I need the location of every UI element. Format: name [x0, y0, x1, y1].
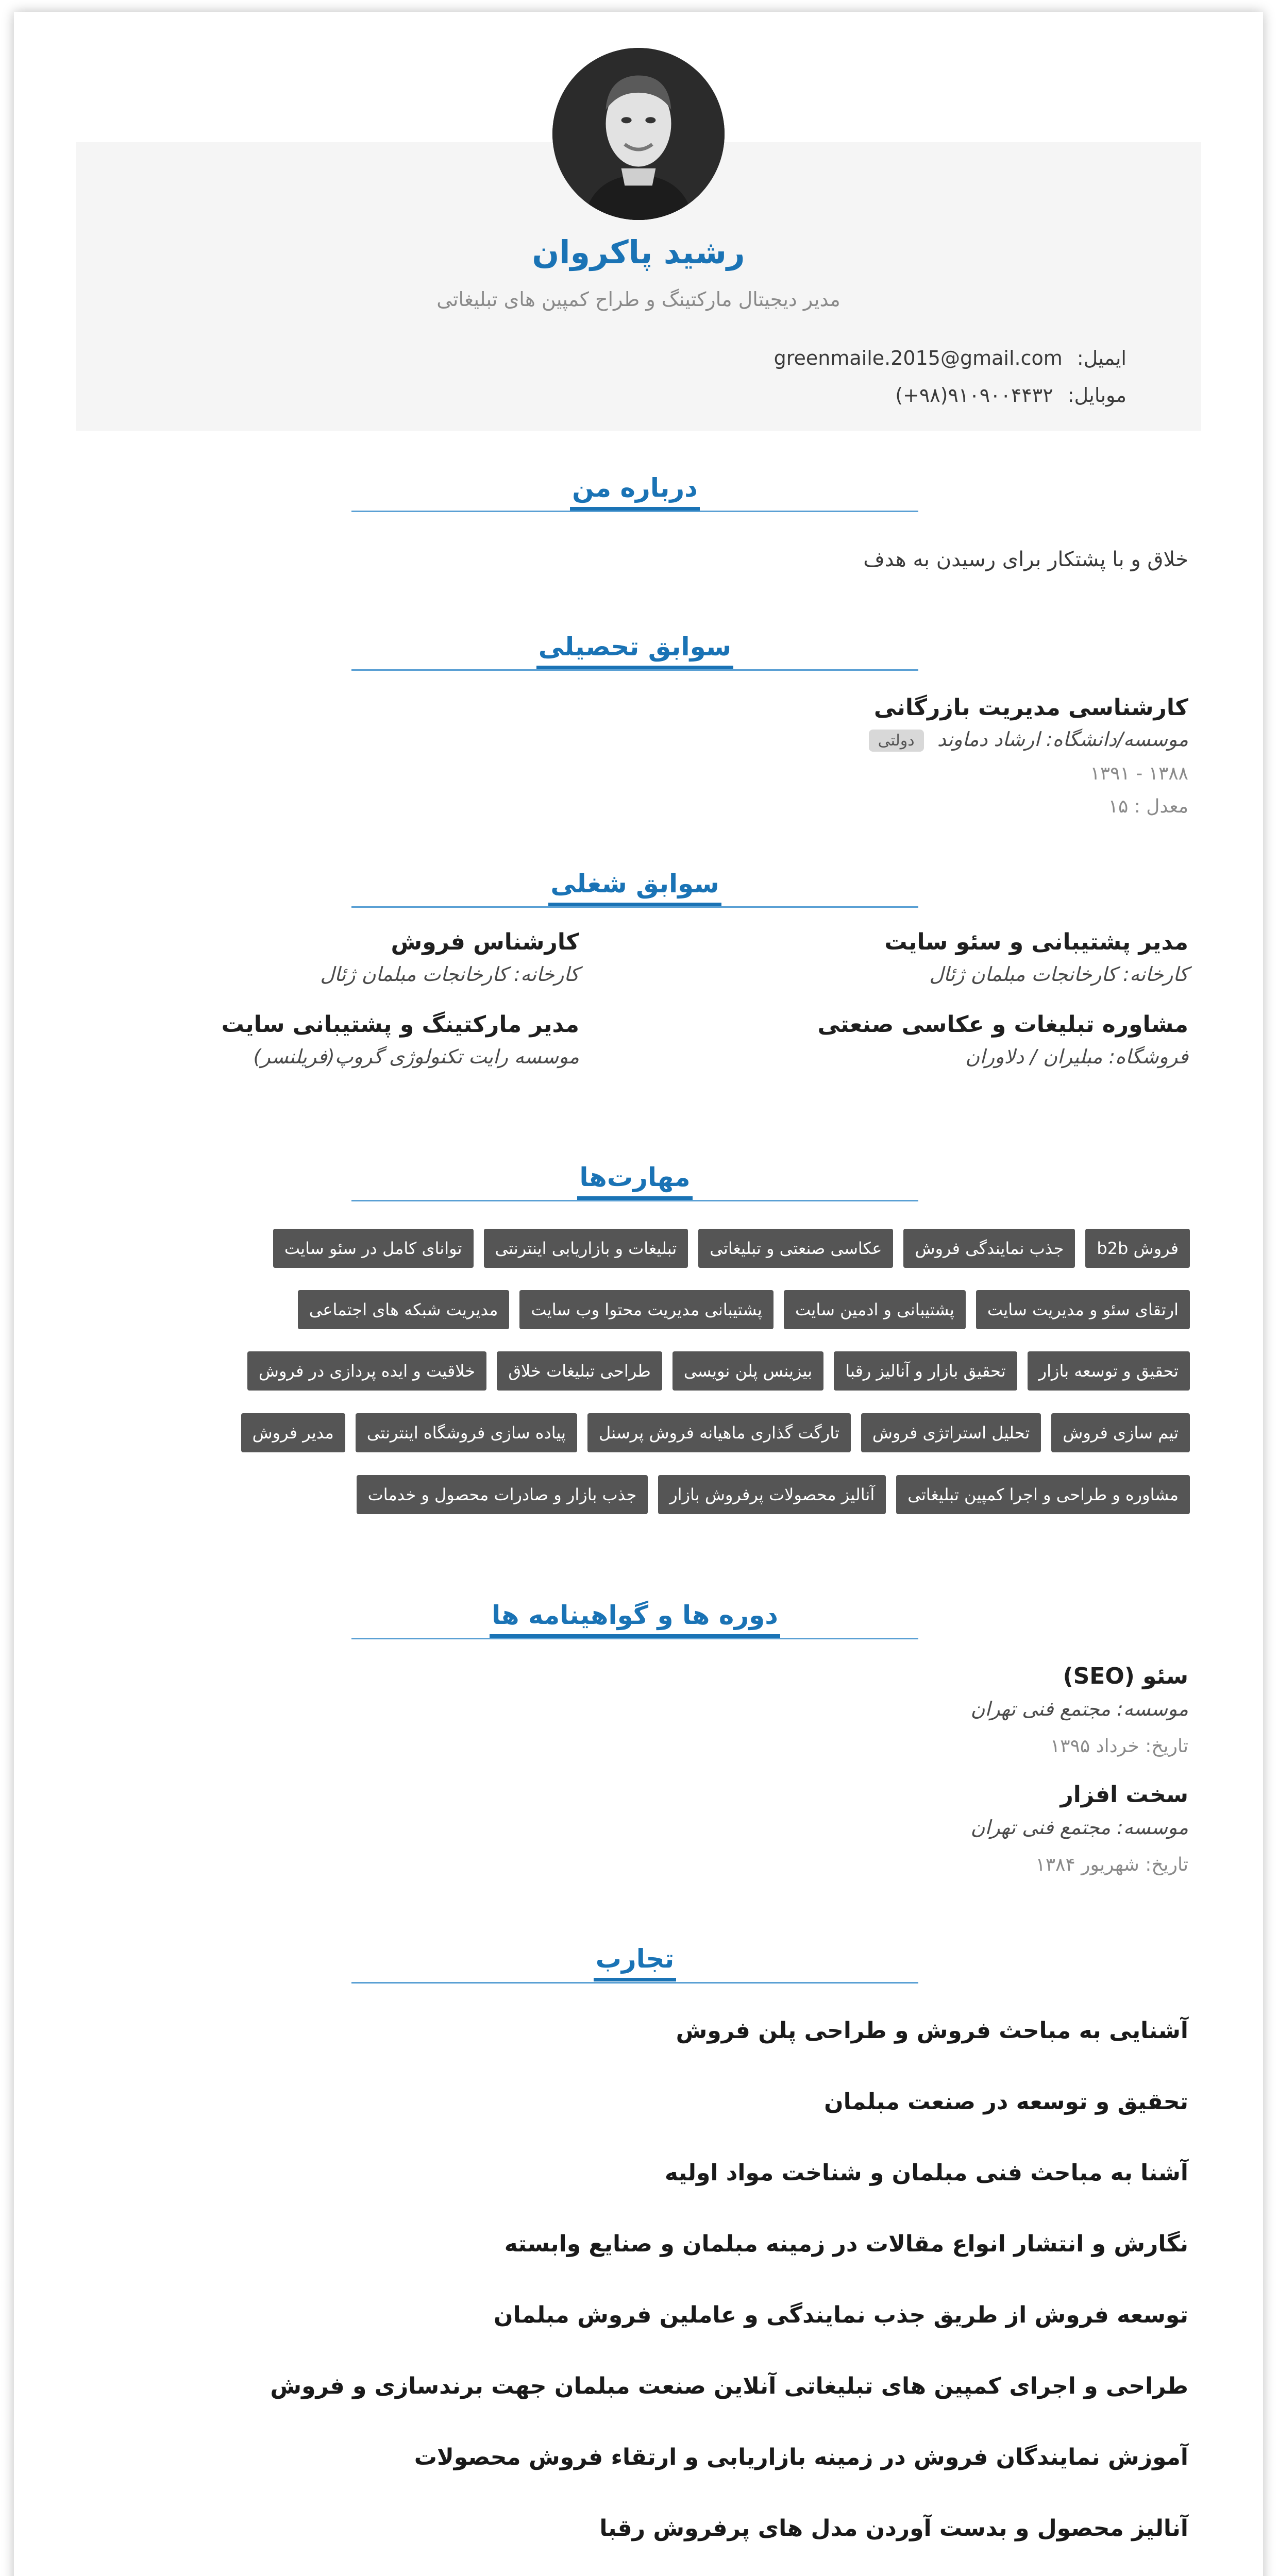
- skill-tag: پیاده سازی فروشگاه اینترنتی: [356, 1413, 577, 1452]
- skills-row: [357, 1475, 1190, 1514]
- skill-tag: پشتیبانی و ادمین سایت: [784, 1290, 966, 1329]
- skills-row: [241, 1413, 1190, 1452]
- skill-tag: طراحی تبلیغات خلاق: [497, 1351, 662, 1391]
- skill-tag: تیم سازی فروش: [1051, 1413, 1190, 1452]
- skill-tag: ارتقای سئو و مدیریت سایت: [976, 1290, 1190, 1329]
- course-name: سئو (SEO): [1063, 1663, 1188, 1689]
- skills-row: [247, 1351, 1190, 1391]
- section-divider: [351, 1982, 918, 1984]
- course-name: سخت افزار: [1060, 1782, 1188, 1808]
- job-role: مشاوره تبلیغات و عکاسی صنعتی: [817, 1011, 1188, 1038]
- job-subtitle: مدیر دیجیتال مارکتینگ و طراح کمپین های تبلیغاتی: [436, 288, 840, 311]
- section-title-courses: [351, 1600, 918, 1638]
- experience-item: نگارش و انتشار انواع مقالات در زمینه مبلمان و صنایع وابسته: [504, 2231, 1188, 2257]
- experience-item: تحقیق و توسعه در صنعت مبلمان: [824, 2089, 1188, 2115]
- job-role: مدیر مارکتینگ و پشتیبانی سایت: [221, 1011, 579, 1038]
- resume-page: [14, 12, 1263, 2576]
- skill-tag: پشتیبانی مدیریت محتوا وب سایت: [519, 1290, 773, 1329]
- experience-item: طراحی و اجرای کمپین های تبلیغاتی آنلاین صنعت مبلمان جهت برندسازی و فروش: [270, 2373, 1188, 2399]
- skill-tag: مشاوره و طراحی و اجرا کمپین تبلیغاتی: [896, 1475, 1190, 1514]
- course-date: تاریخ: خرداد ۱۳۹۵: [1050, 1736, 1188, 1757]
- section-title-text: سوابق تحصیلی: [536, 632, 733, 669]
- education-gpa: معدل : ۱۵: [1108, 796, 1188, 817]
- section-title-education: [351, 632, 918, 669]
- education-institute: [869, 728, 1188, 752]
- skill-tag: مدیر فروش: [241, 1413, 345, 1452]
- institute-type-badge: دولتی: [869, 730, 924, 752]
- course-institute: موسسه: مجتمع فنی تهران: [970, 1698, 1188, 1720]
- section-title-text: مهارت‌ها: [577, 1162, 692, 1200]
- section-title-experiences: [351, 1944, 918, 1981]
- skill-tag: تحلیل استراتژی فروش: [861, 1413, 1041, 1452]
- experience-item: آنالیز محصول و بدست آوردن مدل های پرفروش رقبا: [599, 2515, 1188, 2541]
- education-years: ۱۳۸۸ - ۱۳۹۱: [1090, 763, 1188, 784]
- skill-tag: تحقیق و توسعه بازار: [1028, 1351, 1190, 1391]
- skills-row: [298, 1290, 1190, 1329]
- section-divider: [351, 1638, 918, 1639]
- email-value[interactable]: greenmaile.2015@gmail.com: [773, 347, 1063, 369]
- section-title-skills: [351, 1162, 918, 1200]
- experience-item: آموزش نمایندگان فروش در زمینه بازاریابی و ارتقاء فروش محصولات: [414, 2444, 1188, 2470]
- section-title-about: [351, 473, 918, 511]
- skill-tag: تبلیغات و بازاریابی اینترنتی: [484, 1229, 688, 1268]
- skill-tag: بیزینس پلن نویسی: [672, 1351, 823, 1391]
- section-title-text: سوابق شغلی: [548, 869, 721, 906]
- experience-item: آشنایی به مباحث فروش و طراحی پلن فروش: [676, 2018, 1188, 2044]
- skill-tag: عکاسی صنعتی و تبلیغاتی: [698, 1229, 893, 1268]
- job-org: موسسه رایت تکنولوژی گروپ(فریلنسر): [253, 1045, 579, 1068]
- section-divider: [351, 669, 918, 671]
- job-role: مدیر پشتیبانی و سئو سایت: [884, 929, 1188, 955]
- job-org: کارخانه: کارخانجات مبلمان ژئال: [929, 963, 1188, 986]
- experience-item: آشنا به مباحث فنی مبلمان و شناخت مواد اولیه: [664, 2160, 1188, 2186]
- course-institute: موسسه: مجتمع فنی تهران: [970, 1816, 1188, 1839]
- section-title-jobs: [351, 869, 918, 906]
- skills-row: [273, 1229, 1190, 1268]
- phone-label: موبایل:: [1067, 384, 1126, 406]
- section-title-text: تجارب: [594, 1944, 677, 1981]
- skill-tag: جذب بازار و صادرات محصول و خدمات: [357, 1475, 648, 1514]
- job-role: کارشناس فروش: [391, 929, 579, 955]
- section-title-text: درباره من: [570, 473, 700, 511]
- contact-email: [774, 347, 1126, 369]
- about-text: خلاق و با پشتکار برای رسیدن به هدف: [863, 548, 1188, 571]
- skill-tag: فروش b2b: [1085, 1229, 1190, 1268]
- job-org: فروشگاه: مبلیران / دلاوران: [965, 1045, 1188, 1068]
- job-org: کارخانه: کارخانجات مبلمان ژئال: [320, 963, 579, 986]
- profile-photo: [552, 48, 725, 220]
- skill-tag: جذب نمایندگی فروش: [903, 1229, 1075, 1268]
- contact-phone: [895, 384, 1126, 406]
- section-divider: [351, 906, 918, 908]
- person-name: رشید پاکروان: [532, 233, 745, 271]
- email-label: ایمیل:: [1077, 347, 1126, 369]
- section-divider: [351, 1200, 918, 1201]
- section-title-text: دوره ها و گواهینامه ها: [490, 1600, 780, 1638]
- institute-text: موسسه/دانشگاه: ارشاد دماوند: [937, 728, 1188, 751]
- degree-title: کارشناسی مدیریت بازرگانی: [873, 694, 1188, 721]
- skill-tag: تارگت گذاری ماهیانه فروش پرسنل: [587, 1413, 851, 1452]
- skill-tag: آنالیز محصولات پرفروش بازار: [658, 1475, 886, 1514]
- phone-value[interactable]: (+۹۸)۹۱۰۹۰۰۴۴۳۲: [895, 384, 1053, 406]
- person-photo-icon: [552, 48, 725, 220]
- experience-item: توسعه فروش از طریق جذب نمایندگی و عاملین فروش مبلمان: [494, 2302, 1188, 2328]
- skill-tag: مدیریت شبکه های اجتماعی: [298, 1290, 510, 1329]
- section-divider: [351, 511, 918, 512]
- skill-tag: توانای کامل در سئو سایت: [273, 1229, 474, 1268]
- course-date: تاریخ: شهریور ۱۳۸۴: [1035, 1854, 1188, 1875]
- skill-tag: تحقیق بازار و آنالیز رقبا: [834, 1351, 1017, 1391]
- skill-tag: خلاقیت و ایده پردازی در فروش: [247, 1351, 486, 1391]
